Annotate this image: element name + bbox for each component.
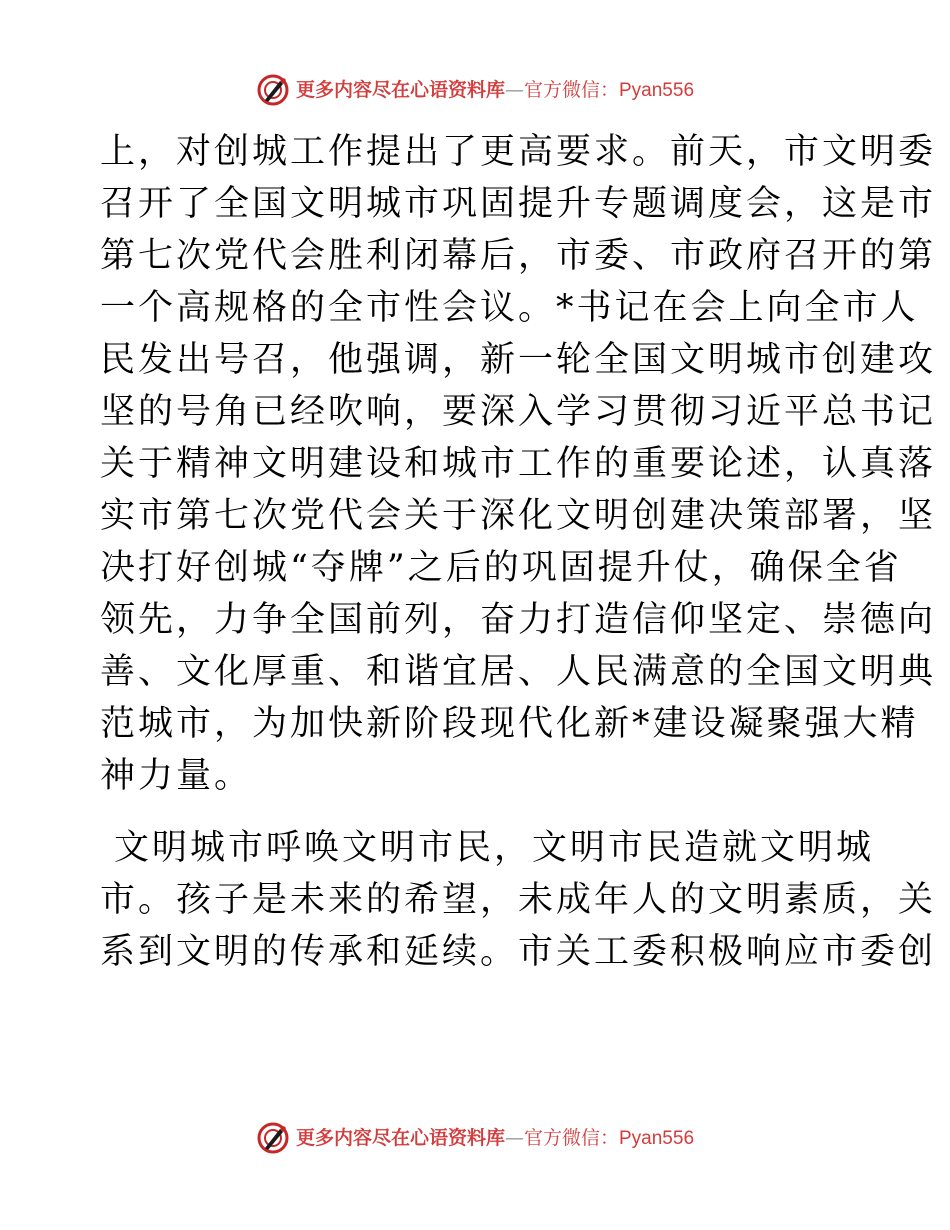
watermark-main: 更多内容尽在心语资料库 [295,1126,505,1149]
footer-watermark [0,1118,950,1158]
watermark-label: 官方微信： [523,78,619,101]
text-line: 善、文化厚重、和谐宜居、人民满意的全国文明典 [100,652,937,692]
document-body [100,126,937,978]
text-line: 市。孩子是未来的希望，未成年人的文明素质，关 [100,880,937,920]
watermark-label: 官方微信： [523,1126,619,1149]
text-line: 关于精神文明建设和城市工作的重要论述，认真落 [100,444,937,484]
text-line: 领先，力争全国前列，奋力打造信仰坚定、崇德向 [100,600,937,640]
text-line: 实市第七次党代会关于深化文明创建决策部署，坚 [100,496,937,536]
paragraph-1 [100,126,937,802]
text-line: 范城市，为加快新阶段现代化新*建设凝聚强大精 [100,704,919,744]
text-line: 一个高规格的全市性会议。*书记在会上向全市人 [100,288,919,328]
paragraph-2 [100,822,937,978]
watermark-main: 更多内容尽在心语资料库 [295,78,505,101]
text-line: 文明城市呼唤文明市民，文明市民造就文明城 [114,828,875,868]
text-line: 坚的号角已经吹响，要深入学习贯彻习近平总书记 [100,392,937,432]
watermark-separator: — [504,78,524,101]
header-watermark [0,70,950,110]
text-line: 第七次党代会胜利闭幕后，市委、市政府召开的第 [100,236,937,276]
watermark-text [296,1118,694,1159]
watermark-separator: — [504,1126,524,1149]
watermark-text [296,70,694,111]
text-line: 召开了全国文明城市巩固提升专题调度会，这是市 [100,184,937,224]
logo-icon [256,1121,290,1155]
text-line: 决打好创城“夺牌”之后的巩固提升仗，确保全省 [100,548,902,588]
text-line: 神力量。 [100,756,253,796]
watermark-id: Pyan556 [619,79,695,101]
text-line: 民发出号召，他强调，新一轮全国文明城市创建攻 [100,340,937,380]
watermark-id: Pyan556 [619,1127,695,1149]
logo-icon [256,73,290,107]
text-line: 上，对创城工作提出了更高要求。前天，市文明委 [100,132,937,172]
text-line: 系到文明的传承和延续。市关工委积极响应市委创 [100,932,937,972]
